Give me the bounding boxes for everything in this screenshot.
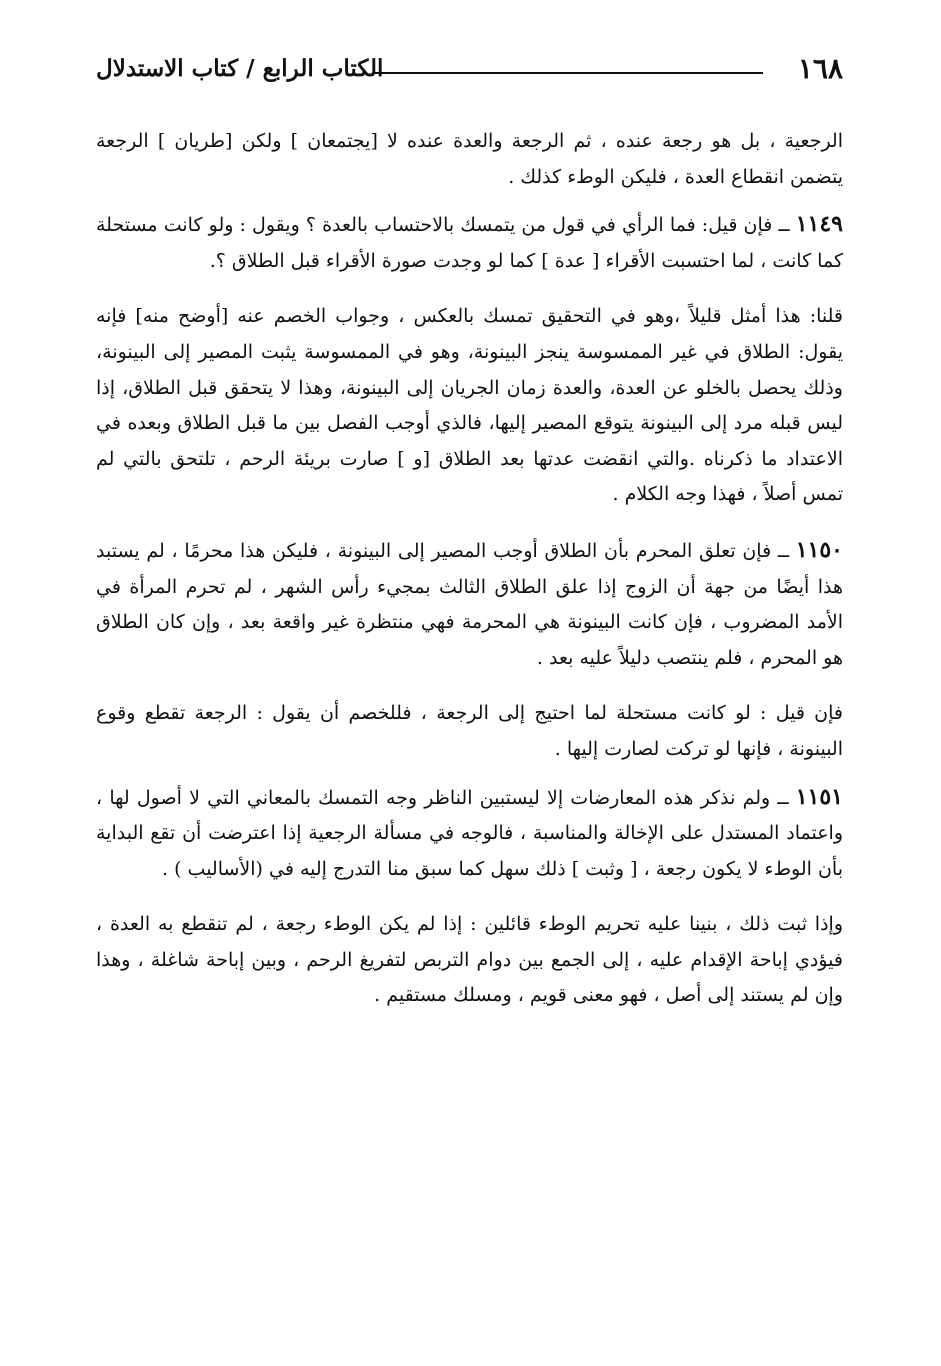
page-number: ١٦٨	[797, 52, 843, 85]
paragraph-reply	[96, 299, 843, 513]
paragraph-number: ١١٥١	[795, 783, 843, 810]
paragraph-1151	[96, 780, 843, 888]
paragraph-text: الرجعية ، بل هو رجعة عنده ، ثم الرجعة والعدة عنده لا [يجتمعان ] ولكن [طريان ] الرجعة يتضمن انقطاع العدة ، فليكن الوطء كذلك .	[96, 130, 843, 188]
paragraph-text: وإذا ثبت ذلك ، بنينا عليه تحريم الوطء قائلين : إذا لم يكن الوطء رجعة ، لم تنقطع به العدة ، فيؤدي إباحة الإقدام عليه ، إلى الجمع بين دوام التربص لتفريغ الرحم ، وبين إباحة شاغلة ، وهذا وإن لم يستند إلى أصل ، فهو معنى قويم ، ومسلك مستقيم .	[96, 913, 843, 1007]
paragraph-continuation	[96, 124, 843, 195]
page-body	[96, 52, 843, 1034]
paragraph-1149	[96, 207, 843, 279]
paragraph-number: ١١٤٩	[795, 211, 843, 238]
paragraph-text: فإن قيل : لو كانت مستحلة لما احتيج إلى الرجعة ، فللخصم أن يقول : الرجعة تقطع وقوع البينونة ، فإنها لو تركت لصارت إليها .	[96, 702, 843, 760]
paragraph-number: ١١٥٠	[795, 536, 843, 563]
page-header	[96, 52, 843, 88]
paragraph-text: ــ فإن تعلق المحرم بأن الطلاق أوجب المصير إلى البينونة ، فليكن هذا محرمًا ، لم يستبد هذا أيضًا من جهة أن الزوج إذا علق الطلاق الثالث بمجيء رأس الشهر ، لم تحرم المرأة في الأمد المضروب ، فإن كانت البينونة هي المحرمة فهي منتظرة غير واقعة بعد ، وإن كان الطلاق هو المحرم ، فلم ينتصب دليلاً عليه بعد .	[96, 539, 843, 669]
header-rule	[372, 72, 763, 74]
paragraph-text: ــ فإن قيل: فما الرأي في قول من يتمسك بالاحتساب بالعدة ؟ ويقول : ولو كانت مستحلة كما كانت ، لما احتسبت الأقراء [ عدة ] كما لو وجدت صورة الأقراء قبل الطلاق ؟.	[96, 214, 843, 272]
running-title: الكتاب الرابع / كتاب الاستدلال	[96, 55, 384, 82]
paragraph-conclusion	[96, 907, 843, 1014]
paragraph-1150	[96, 533, 843, 676]
paragraph-objection	[96, 696, 843, 767]
paragraph-text: ــ ولم نذكر هذه المعارضات إلا ليستبين الناظر وجه التمسك بالمعاني التي لا أصول لها ، واعتماد المستدل على الإخالة والمناسبة ، فالوجه في مسألة الرجعية إذا اعترضت أن تقع البداية بأن الوطء لا يكون رجعة ، [ وثبت ] ذلك سهل كما سبق منا التدرج إليه في (الأساليب ) .	[96, 786, 843, 880]
paragraph-text: قلنا: هذا أمثل قليلاً ،وهو في التحقيق تمسك بالعكس ، وجواب الخصم عنه [أوضح منه] فإنه يقول: الطلاق في غير الممسوسة ينجز البينونة، وهو في الممسوسة يثبت المصير إلى البينونة، وذلك يحصل بالخلو عن العدة، والعدة زمان الجريان إلى البينونة، وهذا لا يتحقق قبل الطلاق، إذا ليس قبله مرد إلى البينونة يتوقع المصير إليها، فالذي أوجب الفصل بين ما قبل الطلاق وبعده في الاعتداد ما ذكرناه .والتي انقضت عدتها بعد الطلاق [و ] صارت بريئة الرحم ، تلتحق بالتي لم تمس أصلاً ، فهذا وجه الكلام .	[96, 305, 843, 506]
